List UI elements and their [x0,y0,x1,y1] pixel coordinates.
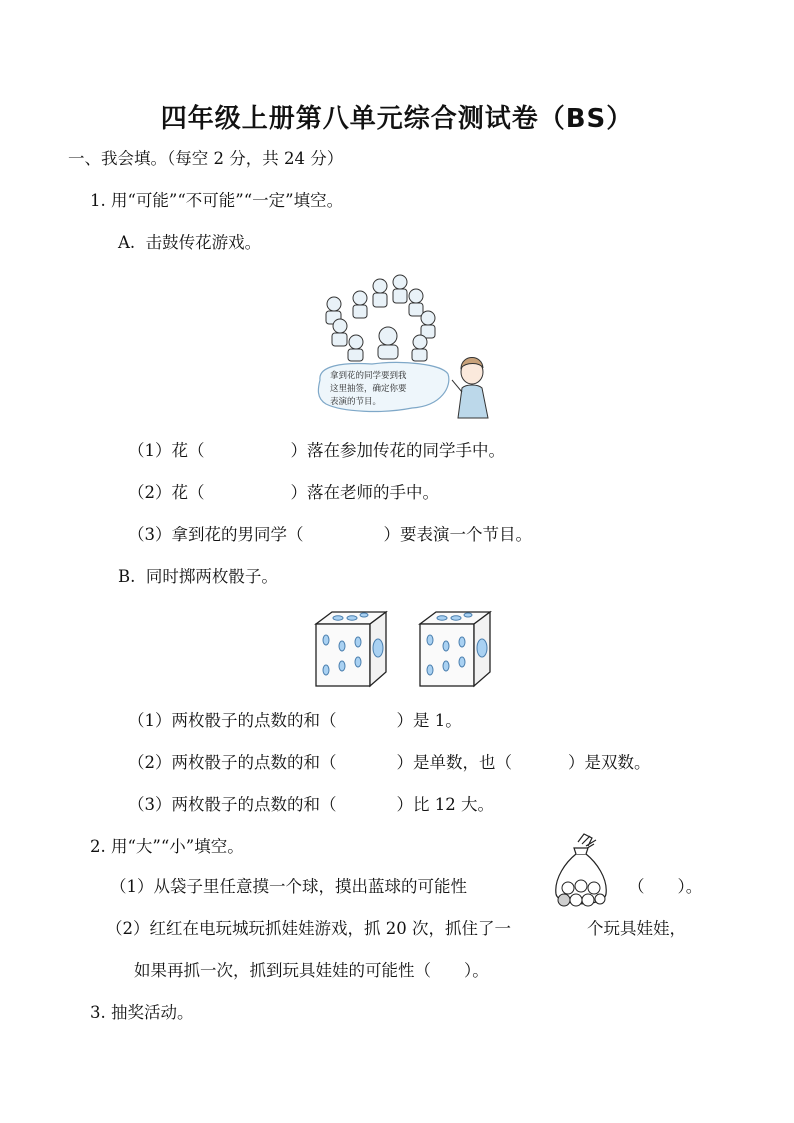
item-text-middle: ）是单数，也（ [396,753,512,772]
item-number: （2） [128,483,172,502]
section-heading: 一、我会填。（每空 2 分，共 24 分） [68,149,344,168]
item-text-after: ）是双数。 [568,753,651,772]
item-text-before: 两枚骰子的点数的和（ [171,753,337,772]
item-text-after: ）比 12 大。 [396,795,494,814]
item-number: （3） [128,525,172,544]
item-text-after: ）是 1。 [396,711,462,730]
item-text-after: ）落在老师的手中。 [290,483,439,502]
ball-bag-illustration [548,832,614,912]
part-b-label: B. [118,567,136,586]
speech-line-1: 拿到花的同学要到我 [330,371,407,381]
question-1-text: 1. 用“可能”“不可能”“一定”填空。 [90,191,344,210]
teacher-figure [452,358,488,419]
item-number: （3） [128,795,172,814]
item-number: （2） [128,753,172,772]
item-text-before: 花（ [171,483,205,502]
die-right [420,612,490,686]
item-text-after: ）落在参加传花的同学手中。 [290,441,505,460]
item-text-after: ）要表演一个节目。 [383,525,532,544]
part-a-text: 击鼓传花游戏。 [145,233,262,252]
part-a-item-3 [128,524,532,546]
die-left [316,612,386,686]
dice-illustration [312,610,494,690]
page-title: 四年级上册第八单元综合测试卷（BS） [160,104,634,134]
q2-item-1-answer[interactable]: （ ）。 [628,877,703,896]
speech-line-3: 表演的节目。 [330,397,382,407]
part-b-item-2 [128,752,651,774]
part-b-text: 同时掷两枚骰子。 [145,567,278,586]
part-b-heading [118,566,278,588]
item-number: （1） [110,877,154,896]
part-a-item-2 [128,482,439,504]
item-text-before: 两枚骰子的点数的和（ [171,795,337,814]
question-3-text: 3. 抽奖活动。 [90,1003,194,1022]
item-number: （1） [128,441,172,460]
part-a-label: A. [118,233,136,252]
item-text-after: 个玩具娃娃， [587,919,686,938]
q2-item-1 [110,876,467,898]
part-b-item-1 [128,710,462,732]
speech-line-2: 这里抽签，确定你要 [330,384,407,394]
item-text-before: 拿到花的男同学（ [171,525,304,544]
item-text-before: 两枚骰子的点数的和（ [171,711,337,730]
part-a-heading [118,232,261,254]
drum-game-illustration [312,268,502,420]
q2-item-2-line-2: 如果再抓一次，抓到玩具娃娃的可能性（ ）。 [134,961,489,980]
question-2-text: 2. 用“大”“小”填空。 [90,837,244,856]
item-number: （2） [106,919,150,938]
item-number: （1） [128,711,172,730]
part-a-item-1 [128,440,505,462]
item-text-before: 红红在电玩城玩抓娃娃游戏，抓 20 次，抓住了一 [149,919,511,938]
q2-item-2-line-1 [106,918,686,940]
part-b-item-3 [128,794,494,816]
item-text-before: 花（ [171,441,205,460]
item-text-before: 从袋子里任意摸一个球，摸出蓝球的可能性 [153,877,467,896]
